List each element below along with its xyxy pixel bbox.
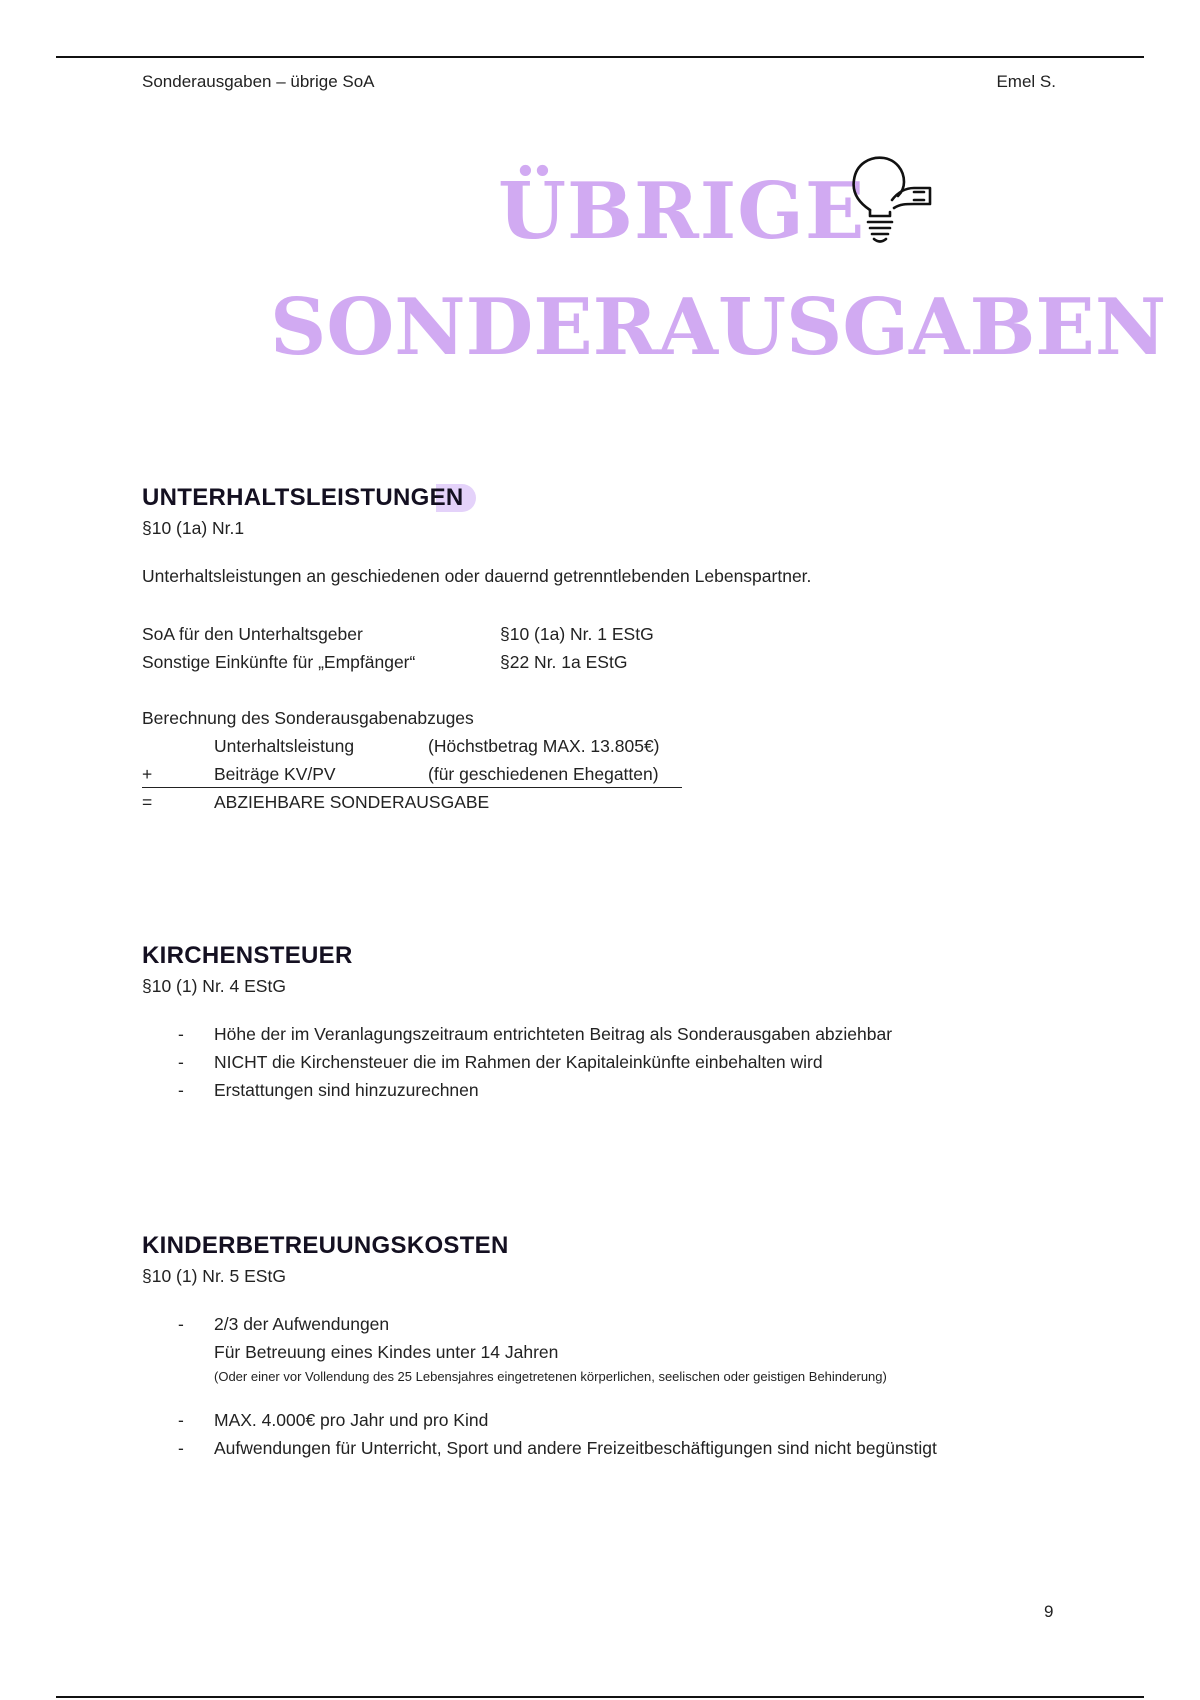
legal-basis-row [142,620,1062,648]
page-number: 9 [1044,1602,1054,1621]
calc-item: Beiträge KV/PV [214,764,336,784]
list-item [142,1076,1062,1104]
bullet-list [142,1310,1062,1388]
header-rule [56,56,1144,58]
list-item [142,1406,1062,1434]
legal-basis-row [142,648,1062,676]
legal-basis-table [142,620,1062,676]
list-item [142,1048,1062,1076]
list-item-text: 2/3 der Aufwendungen [214,1314,390,1334]
title-line-1: ÜBRIGE [498,166,866,257]
bullet-dash: - [178,1314,184,1334]
list-item-text: MAX. 4.000€ pro Jahr und pro Kind [214,1410,489,1430]
list-item [142,1434,1062,1462]
calculation-row [142,760,682,788]
list-item-text: NICHT die Kirchensteuer die im Rahmen der Kapitaleinkünfte einbehalten wird [214,1052,823,1072]
list-item [142,1020,1062,1048]
bullet-dash: - [178,1024,184,1044]
bullet-dash: - [178,1438,184,1458]
section-kinderbetreuungskosten [142,1232,1062,1462]
list-item [142,1310,1062,1388]
section-heading: KINDERBETREUUNGSKOSTEN [142,1232,509,1259]
calc-item: Unterhaltsleistung [214,736,355,756]
list-item-text: Höhe der im Veranlagungszeitraum entrichteten Beitrag als Sonderausgaben abziehbar [214,1024,893,1044]
calculation-title: Berechnung des Sonderausgabenabzuges [142,708,474,728]
calc-note: (für geschiedenen Ehegatten) [428,764,659,784]
calculation-row [142,788,1062,816]
list-item-footnote: (Oder einer vor Vollendung des 25 Lebensjahres eingetretenen körperlichen, seelischen oder geistigen Behinderung) [214,1369,887,1384]
row-value: §10 (1a) Nr. 1 EStG [500,624,654,644]
calc-note: (Höchstbetrag MAX. 13.805€) [428,736,660,756]
list-item-text: Erstattungen sind hinzuzurechnen [214,1080,479,1100]
page-title [0,150,1200,380]
row-value: §22 Nr. 1a EStG [500,652,628,672]
section-reference: §10 (1) Nr. 5 EStG [142,1266,286,1286]
section-reference: §10 (1a) Nr.1 [142,518,245,538]
title-line-2: SONDERAUSGABEN [270,282,1167,373]
section-heading: KIRCHENSTEUER [142,942,353,969]
list-item-text: Aufwendungen für Unterricht, Sport und andere Freizeitbeschäftigungen sind nicht begünstigt [214,1438,937,1458]
section-kirchensteuer [142,942,1062,1104]
calculation-row [142,732,1062,760]
calc-operator: + [142,764,153,784]
lightbulb-icon [832,150,942,250]
bullet-dash: - [178,1410,184,1430]
section-reference: §10 (1) Nr. 4 EStG [142,976,286,996]
row-label: SoA für den Unterhaltsgeber [142,624,363,644]
calculation-scheme [142,732,1062,816]
header-author: Emel S. [996,72,1056,91]
bullet-dash: - [178,1052,184,1072]
bullet-list [142,1020,1062,1104]
list-item-subtext: Für Betreuung eines Kindes unter 14 Jahren [214,1342,559,1362]
calc-operator: = [142,792,153,812]
row-label: Sonstige Einkünfte für „Empfänger“ [142,652,416,672]
bullet-dash: - [178,1080,184,1100]
footer-rule [56,1696,1144,1698]
section-description: Unterhaltsleistungen an geschiedenen oder dauernd getrenntlebenden Lebenspartner. [142,566,812,586]
header-document-title: Sonderausgaben – übrige SoA [142,72,375,91]
section-heading: UNTERHALTSLEISTUNGEN [142,484,476,512]
section-unterhaltsleistungen [142,484,1062,816]
bullet-list [142,1406,1062,1462]
calc-item: ABZIEHBARE SONDERAUSGABE [214,792,490,812]
